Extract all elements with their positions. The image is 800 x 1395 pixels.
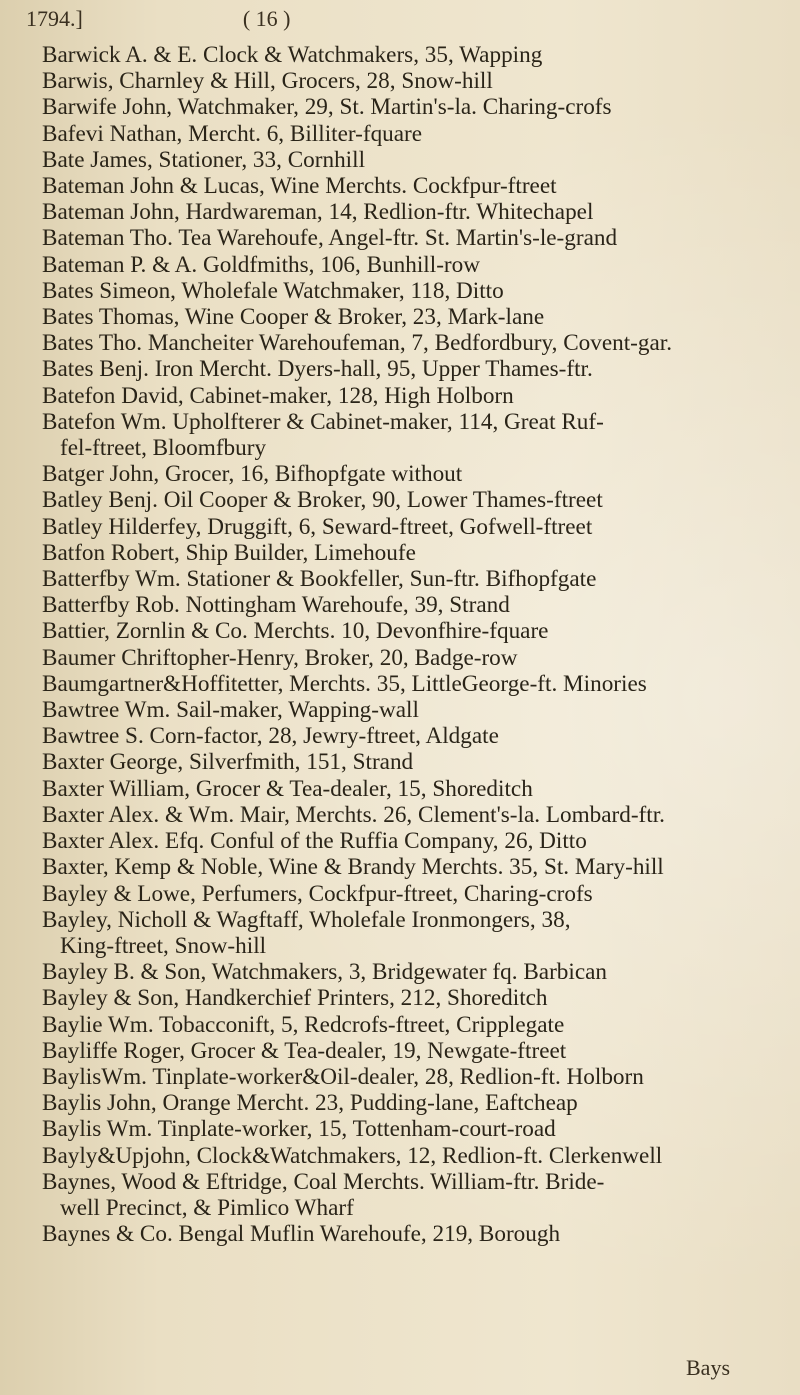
page-number: ( 16 )	[242, 6, 291, 31]
directory-entry: Baxter George, Silverfmith, 151, Strand	[42, 749, 414, 776]
directory-entry: Baxter Alex. & Wm. Mair, Merchts. 26, Clement's-la. Lombard-ftr.	[42, 801, 665, 828]
directory-entry: Bayley & Lowe, Perfumers, Cockfpur-ftreet, Charing-crofs	[42, 880, 593, 907]
directory-entry: Bawtree Wm. Sail-maker, Wapping-wall	[42, 697, 419, 724]
directory-entry: Bates Benj. Iron Mercht. Dyers-hall, 95, Upper Thames-ftr.	[42, 356, 593, 383]
directory-entry: Bayliffe Roger, Grocer & Tea-dealer, 19, Newgate-ftreet	[42, 1037, 567, 1064]
directory-entry: Bates Thomas, Wine Cooper & Broker, 23, Mark-lane	[42, 304, 545, 331]
directory-entry: Bayly&Upjohn, Clock&Watchmakers, 12, Redlion-ft. Clerkenwell	[42, 1142, 663, 1169]
directory-entry: Bates Simeon, Wholefale Watchmaker, 118, Ditto	[42, 277, 504, 304]
directory-entry: Batfon Robert, Ship Builder, Limehoufe	[42, 539, 416, 566]
directory-entry: Batger John, Grocer, 16, Bifhopfgate without	[42, 461, 463, 488]
directory-entry: Baxter Alex. Efq. Conful of the Ruffia Company, 26, Ditto	[42, 828, 587, 855]
directory-entry: Bawtree S. Corn-factor, 28, Jewry-ftreet, Aldgate	[42, 723, 499, 750]
directory-entry: Baumer Chriftopher-Henry, Broker, 20, Badge-row	[42, 644, 518, 671]
directory-entry: Baylis Wm. Tinplate-worker, 15, Tottenham-court-road	[42, 1116, 556, 1143]
directory-entry: Battier, Zornlin & Co. Merchts. 10, Devonfhire-fquare	[42, 618, 549, 645]
directory-entry: Barwife John, Watchmaker, 29, St. Martin's-la. Charing-crofs	[42, 94, 612, 121]
directory-entry: Bafevi Nathan, Mercht. 6, Billiter-fquare	[42, 120, 423, 147]
directory-entry-continuation: King-ftreet, Snow-hill	[60, 932, 267, 959]
directory-entry: Batefon Wm. Upholfterer & Cabinet-maker, 114, Great Ruf-	[42, 408, 604, 435]
directory-entry: Bayley & Son, Handkerchief Printers, 212, Shoreditch	[42, 985, 548, 1012]
directory-entry: Bateman Tho. Tea Warehoufe, Angel-ftr. St. Martin's-le-grand	[42, 225, 618, 252]
directory-entry: Bateman John & Lucas, Wine Merchts. Cockfpur-ftreet	[42, 173, 557, 200]
directory-entry-continuation: well Precinct, & Pimlico Wharf	[60, 1194, 354, 1221]
directory-entry: Barwick A. & E. Clock & Watchmakers, 35, Wapping	[42, 42, 543, 68]
directory-entry: Baylis John, Orange Mercht. 23, Pudding-lane, Eaftcheap	[42, 1090, 578, 1117]
directory-entry: Bateman P. & A. Goldfmiths, 106, Bunhill-row	[42, 251, 480, 278]
directory-entry: Batterfby Wm. Stationer & Bookfeller, Sun-ftr. Bifhopfgate	[42, 566, 597, 593]
directory-entry: Baxter, Kemp & Noble, Wine & Brandy Merchts. 35, St. Mary-hill	[42, 854, 664, 881]
directory-entry: Baynes, Wood & Eftridge, Coal Merchts. William-ftr. Bride-	[42, 1168, 605, 1195]
directory-entry: BaylisWm. Tinplate-worker&Oil-dealer, 28, Redlion-ft. Holborn	[42, 1063, 644, 1090]
directory-entry: Barwis, Charnley & Hill, Grocers, 28, Snow-hill	[42, 68, 493, 95]
catchword: Bays	[686, 1355, 730, 1380]
directory-entry: Baumgartner&Hoffitetter, Merchts. 35, LittleGeorge-ft. Minories	[42, 670, 647, 697]
directory-entry: Bateman John, Hardwareman, 14, Redlion-ftr. Whitechapel	[42, 199, 594, 226]
page-year: 1794.]	[26, 6, 83, 31]
directory-entry: Baylie Wm. Tobacconift, 5, Redcrofs-ftreet, Cripplegate	[42, 1011, 565, 1038]
directory-entry: Baynes & Co. Bengal Muflin Warehoufe, 219, Borough	[42, 1221, 561, 1248]
page-header	[26, 6, 770, 42]
directory-entry: Bayley, Nicholl & Wagftaff, Wholefale Ironmongers, 38,	[42, 906, 571, 933]
directory-entries	[26, 42, 770, 1247]
directory-entry: Batefon David, Cabinet-maker, 128, High Holborn	[42, 382, 514, 409]
directory-entry: Bayley B. & Son, Watchmakers, 3, Bridgewater fq. Barbican	[42, 959, 608, 986]
directory-entry-continuation: fel-ftreet, Bloomfbury	[60, 435, 267, 462]
directory-entry: Baxter William, Grocer & Tea-dealer, 15, Shoreditch	[42, 775, 533, 802]
directory-entry: Bates Tho. Mancheiter Warehoufeman, 7, Bedfordbury, Covent-gar.	[42, 330, 673, 357]
directory-entry: Bate James, Stationer, 33, Cornhill	[42, 146, 366, 173]
directory-entry: Batley Hilderfey, Druggift, 6, Seward-ftreet, Gofwell-ftreet	[42, 513, 593, 540]
directory-entry: Batley Benj. Oil Cooper & Broker, 90, Lower Thames-ftreet	[42, 487, 603, 514]
directory-entry: Batterfby Rob. Nottingham Warehoufe, 39, Strand	[42, 592, 510, 619]
